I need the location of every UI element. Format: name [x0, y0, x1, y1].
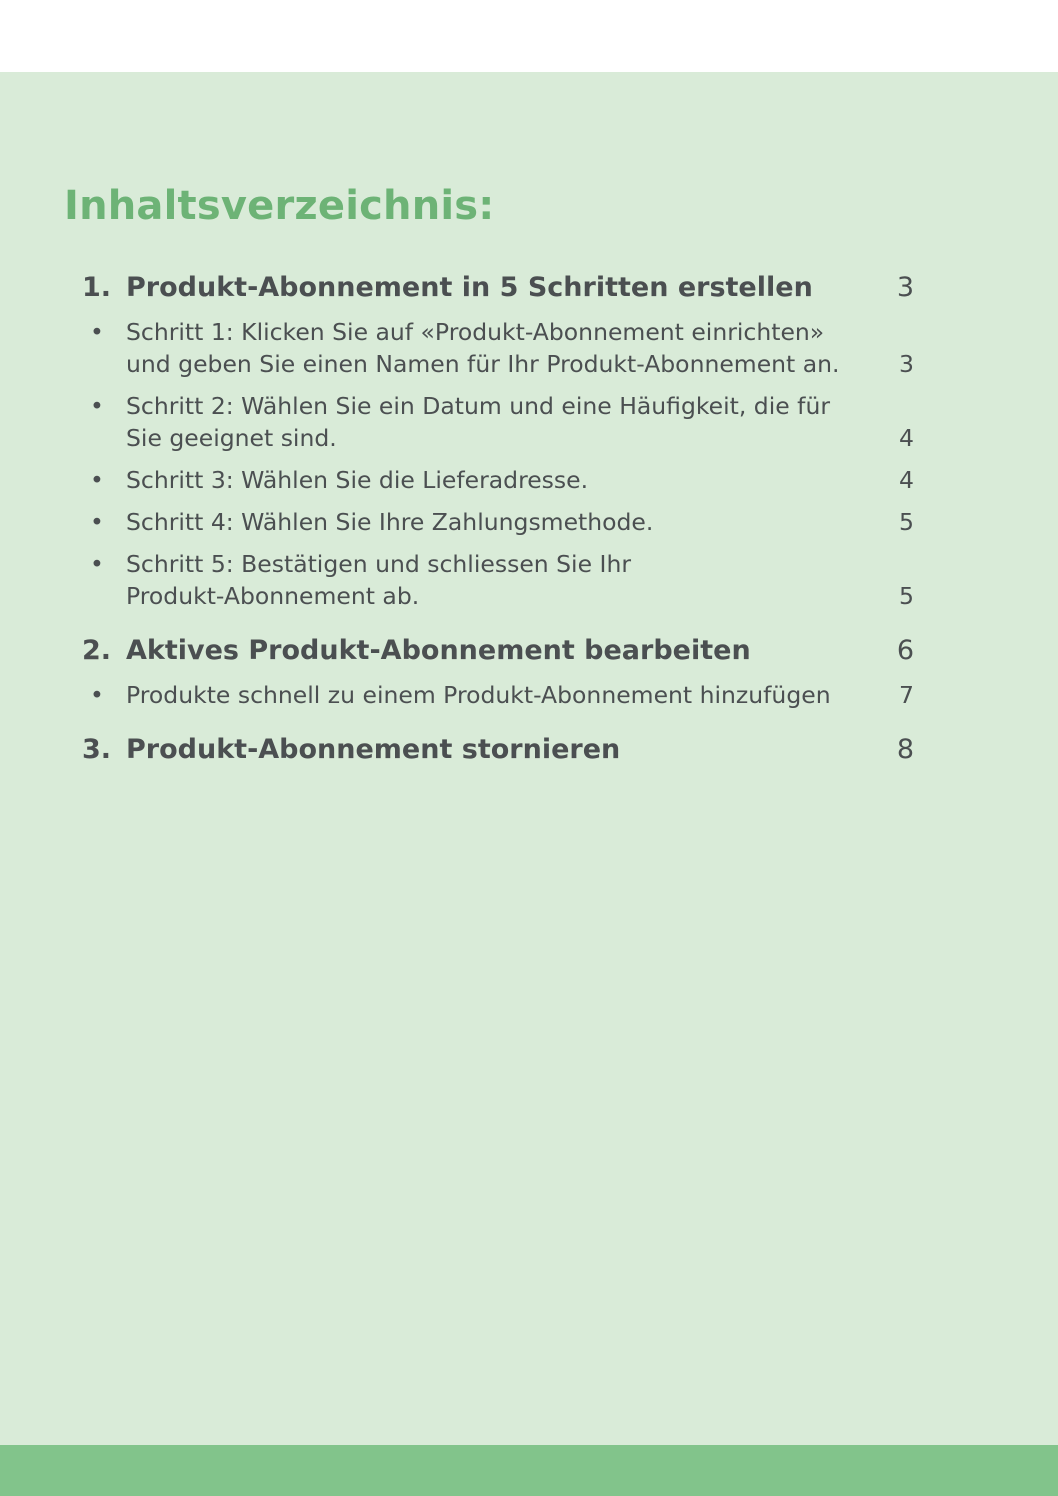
entry-line: und geben Sie einen Namen für Ihr Produkt-Abonnement an. [126, 350, 840, 378]
entry-page-number: 4 [899, 424, 914, 452]
bullet-icon: • [90, 318, 104, 346]
entry-text [126, 390, 866, 454]
entry-page-number: 7 [899, 681, 914, 709]
toc-entry[interactable] [90, 548, 914, 612]
footer-band [0, 1445, 1058, 1496]
entry-text [126, 679, 866, 711]
section-page-number: 6 [896, 635, 914, 666]
entry-text [126, 464, 866, 496]
toc-entry[interactable] [90, 464, 914, 496]
section-page-number: 8 [896, 734, 914, 765]
bullet-icon: • [90, 550, 104, 578]
entry-page-number: 5 [899, 582, 914, 610]
entry-page-number: 3 [899, 350, 914, 378]
entry-text [126, 316, 866, 380]
toc-title: Inhaltsverzeichnis: [64, 183, 495, 229]
bullet-icon: • [90, 681, 104, 709]
bullet-icon: • [90, 392, 104, 420]
entry-line: Schritt 2: Wählen Sie ein Datum und eine Häufigkeit, die für [126, 392, 831, 420]
section-number: 1. [82, 272, 112, 303]
entry-page-number: 5 [899, 508, 914, 536]
entry-line: Produkt-Abonnement ab. [126, 582, 420, 610]
entry-line: Schritt 5: Bestätigen und schliessen Sie Ihr [126, 550, 631, 578]
toc-entry[interactable] [90, 390, 914, 454]
entry-line: Schritt 3: Wählen Sie die Lieferadresse. [126, 466, 589, 494]
toc-entry[interactable] [90, 679, 914, 711]
section-number: 2. [82, 635, 112, 666]
section-title: Aktives Produkt-Abonnement bearbeiten [126, 635, 751, 666]
entry-line: Produkte schnell zu einem Produkt-Abonnement hinzufügen [126, 681, 831, 709]
section-title: Produkt-Abonnement in 5 Schritten erstellen [126, 272, 813, 303]
bullet-icon: • [90, 508, 104, 536]
section-page-number: 3 [896, 272, 914, 303]
section-title: Produkt-Abonnement stornieren [126, 734, 621, 765]
entry-line: Schritt 4: Wählen Sie Ihre Zahlungsmethode. [126, 508, 654, 536]
entry-page-number: 4 [899, 466, 914, 494]
entry-text [126, 548, 866, 612]
toc-entry[interactable] [90, 316, 914, 380]
entry-line: Schritt 1: Klicken Sie auf «Produkt-Abonnement einrichten» [126, 318, 825, 346]
entry-line: Sie geeignet sind. [126, 424, 337, 452]
bullet-icon: • [90, 466, 104, 494]
toc-entry[interactable] [90, 506, 914, 538]
entry-text [126, 506, 866, 538]
section-number: 3. [82, 734, 112, 765]
